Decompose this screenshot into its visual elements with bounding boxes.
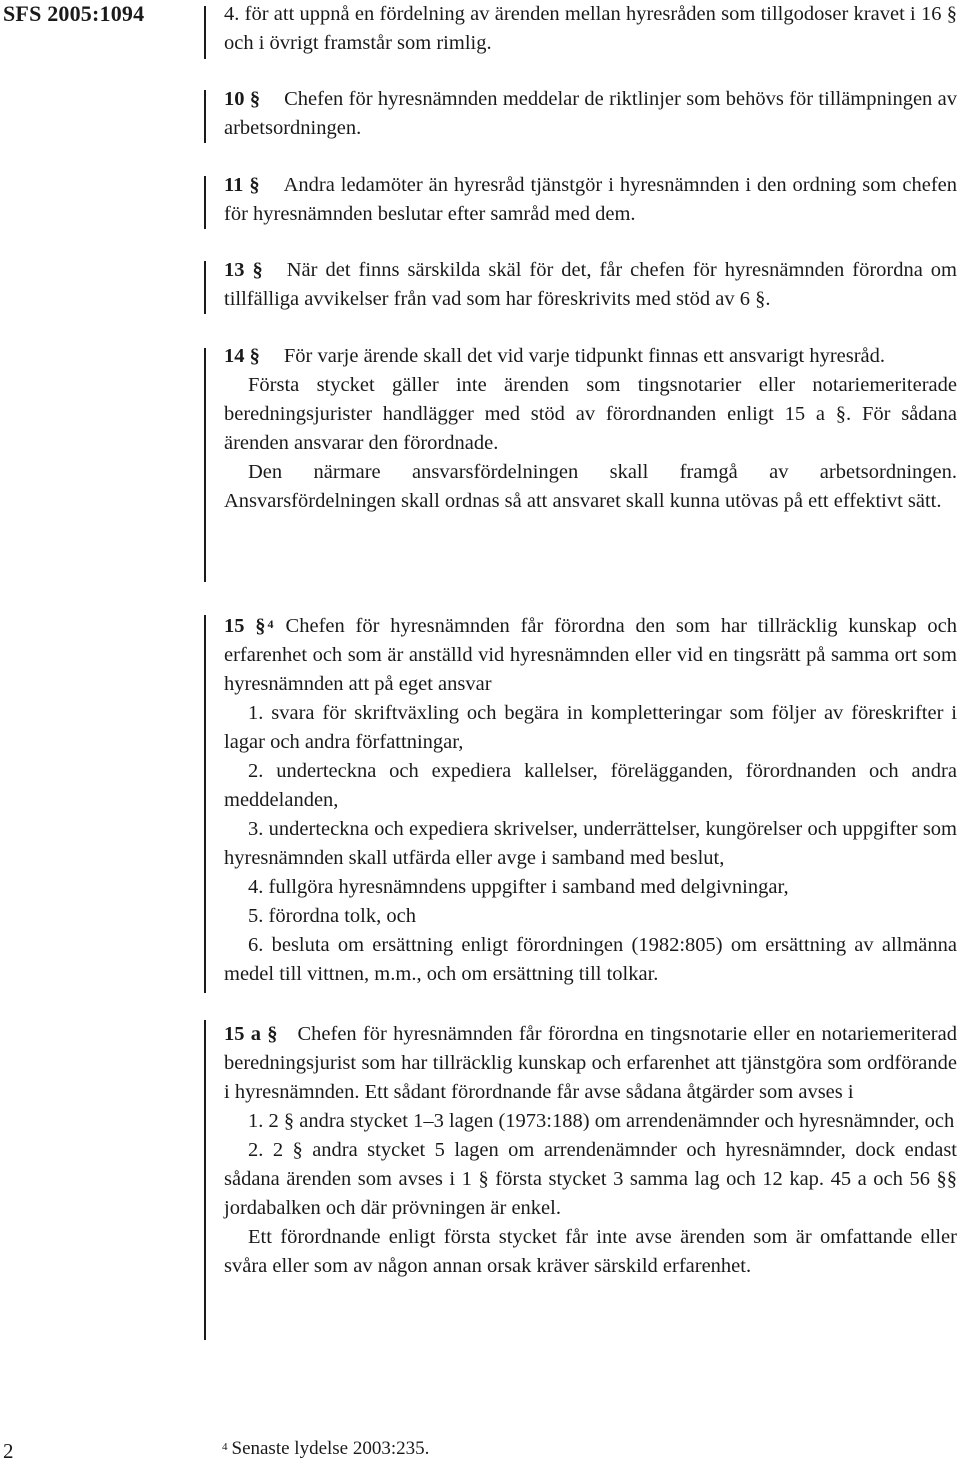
change-bar	[204, 6, 206, 59]
section-15a: 15 a § Chefen för hyresnämnden får förordna en tingsnotarie eller en notariemeriterad beredningsjurist som har tillräcklig kunskap och erfarenhet att tjänstgöra som ordförande i hyresnämnden. Ett sådant förordnande får avse sådana åtgärder som avses i 1. 2 § andra stycket 1–3 lagen (1973:188) om arrendenämnder och hyresnämnder, och 2. 2 § andra stycket 5 lagen om arrendenämnder och hyresnämnder, dock endast sådana ärenden som avses i 1 § första stycket 3 samma lag och 12 kap. 45 a och 56 §§ jordabalken och där prövningen är enkel. Ett förordnande enligt första stycket får inte avse ärenden som är omfattande eller svåra eller som av någon annan orsak kräver särskild erfarenhet.	[224, 1020, 957, 1281]
paragraph: Ett förordnande enligt första stycket får inte avse ärenden som är omfattande eller svåra eller som av någon annan orsak kräver särskild erfarenhet.	[224, 1226, 957, 1277]
section-number: 15 § $^4$	[224, 615, 274, 637]
change-bar	[204, 348, 206, 582]
list-item: 1. svara för skriftväxling och begära in kompletteringar som följer av föreskrifter i lagar och andra författningar,	[224, 702, 957, 753]
list-item: 6. besluta om ersättning enligt förordningen (1982:805) om ersättning av allmänna medel till vittnen, m.m., och om ersättning till tolkar.	[224, 934, 957, 985]
paragraph: Den närmare ansvarsfördelningen skall framgå av arbetsordningen. Ansvarsfördelningen skall ordnas så att ansvaret skall kunna utövas på ett effektivt sätt.	[224, 461, 957, 512]
footnote-ref: 4	[267, 617, 274, 631]
list-item: 2. underteckna och expediera kallelser, förelägganden, förordnanden och andra meddelanden,	[224, 760, 957, 811]
section-number: 15 a §	[224, 1023, 278, 1045]
sfs-number: SFS 2005:1094	[3, 1, 145, 26]
change-bar	[204, 1020, 206, 1340]
section-11: 11 § Andra ledamöter än hyresråd tjänstgör i hyresnämnden i den ordning som chefen för hyresnämnden beslutar efter samråd med dem.	[224, 174, 957, 225]
list-item: 5. förordna tolk, och	[248, 905, 416, 927]
section-number: 14 §	[224, 345, 260, 367]
section-number: 11 §	[224, 174, 260, 196]
section-number: 13 §	[224, 259, 263, 281]
change-bar	[204, 615, 206, 993]
list-item: 3. underteckna och expediera skrivelser, underrättelser, kungörelser och uppgifter som hyresnämnden skall utfärda eller avge i samband med beslut,	[224, 818, 957, 869]
list-item: 2. 2 § andra stycket 5 lagen om arrendenämnder och hyresnämnder, dock endast sådana ärenden som avses i 1 § första stycket 3 samma lag och 12 kap. 45 a och 56 §§ jordabalken och där prövningen är enkel.	[224, 1139, 957, 1219]
paragraph: Första stycket gäller inte ärenden som tingsnotarier eller notariemeriterade beredningsjurister handlägger med stöd av förordnanden enligt 15 a §. För sådana ärenden ansvarar den förordnade.	[224, 374, 957, 454]
footnote	[222, 1436, 429, 1462]
section-15: 15 § $^4$ Chefen för hyresnämnden får förordna den som har tillräcklig kunskap och erfarenhet och som är anställd vid hyresnämnden eller vid en tingsrätt på samma ort som hyresnämnden att på eget ansvar 1. svara för skriftväxling och begära in kompletteringar som följer av föreskrifter i lagar och andra författningar, 2. underteckna och expediera kallelser, förelägganden, förordnanden och andra meddelanden, 3. underteckna och expediera skrivelser, underrättelser, kungörelser och uppgifter som hyresnämnden skall utfärda eller avge i samband med beslut, 4. fullgöra hyresnämndens uppgifter i samband med delgivningar, 5. förordna tolk, och 6. besluta om ersättning enligt förordningen (1982:805) om ersättning av allmänna medel till vittnen, m.m., och om ersättning till tolkar.	[224, 612, 957, 989]
section-13: 13 § När det finns särskilda skäl för det, får chefen för hyresnämnden förordna om tillfälliga avvikelser från vad som har föreskrivits med stöd av 6 §.	[224, 259, 958, 310]
footnote-text: Senaste lydelse 2003:235.	[231, 1438, 430, 1459]
list-item: 4. fullgöra hyresnämndens uppgifter i samband med delgivningar,	[248, 876, 789, 898]
section-number: 10 §	[224, 88, 261, 110]
section-14: 14 § För varje ärende skall det vid varje tidpunkt finnas ett ansvarigt hyresråd. Första stycket gäller inte ärenden som tingsnotarier eller notariemeriterade beredningsjurister handlägger med stöd av förordnanden enligt 15 a §. För sådana ärenden ansvarar den förordnade. Den närmare ansvarsfördelningen skall framgå av arbetsordningen. Ansvarsfördelningen skall ordnas så att ansvaret skall kunna utövas på ett effektivt sätt.	[224, 342, 957, 516]
change-bar	[204, 90, 206, 143]
change-bar	[204, 176, 206, 229]
list-item: 1. 2 § andra stycket 1–3 lagen (1973:188) om arrendenämnder och hyresnämnder, och	[248, 1110, 955, 1132]
section-10: 10 § Chefen för hyresnämnden meddelar de riktlinjer som behövs för tillämpningen av arbetsordningen.	[224, 88, 957, 139]
list-item-4: 4. för att uppnå en fördelning av ärenden mellan hyresråden som tillgodoser kravet i 16 § och i övrigt framstår som rimlig.	[224, 3, 957, 54]
footnote-number: 4	[222, 1441, 228, 1453]
change-bar	[204, 261, 206, 314]
page-number: 2	[3, 1439, 14, 1463]
